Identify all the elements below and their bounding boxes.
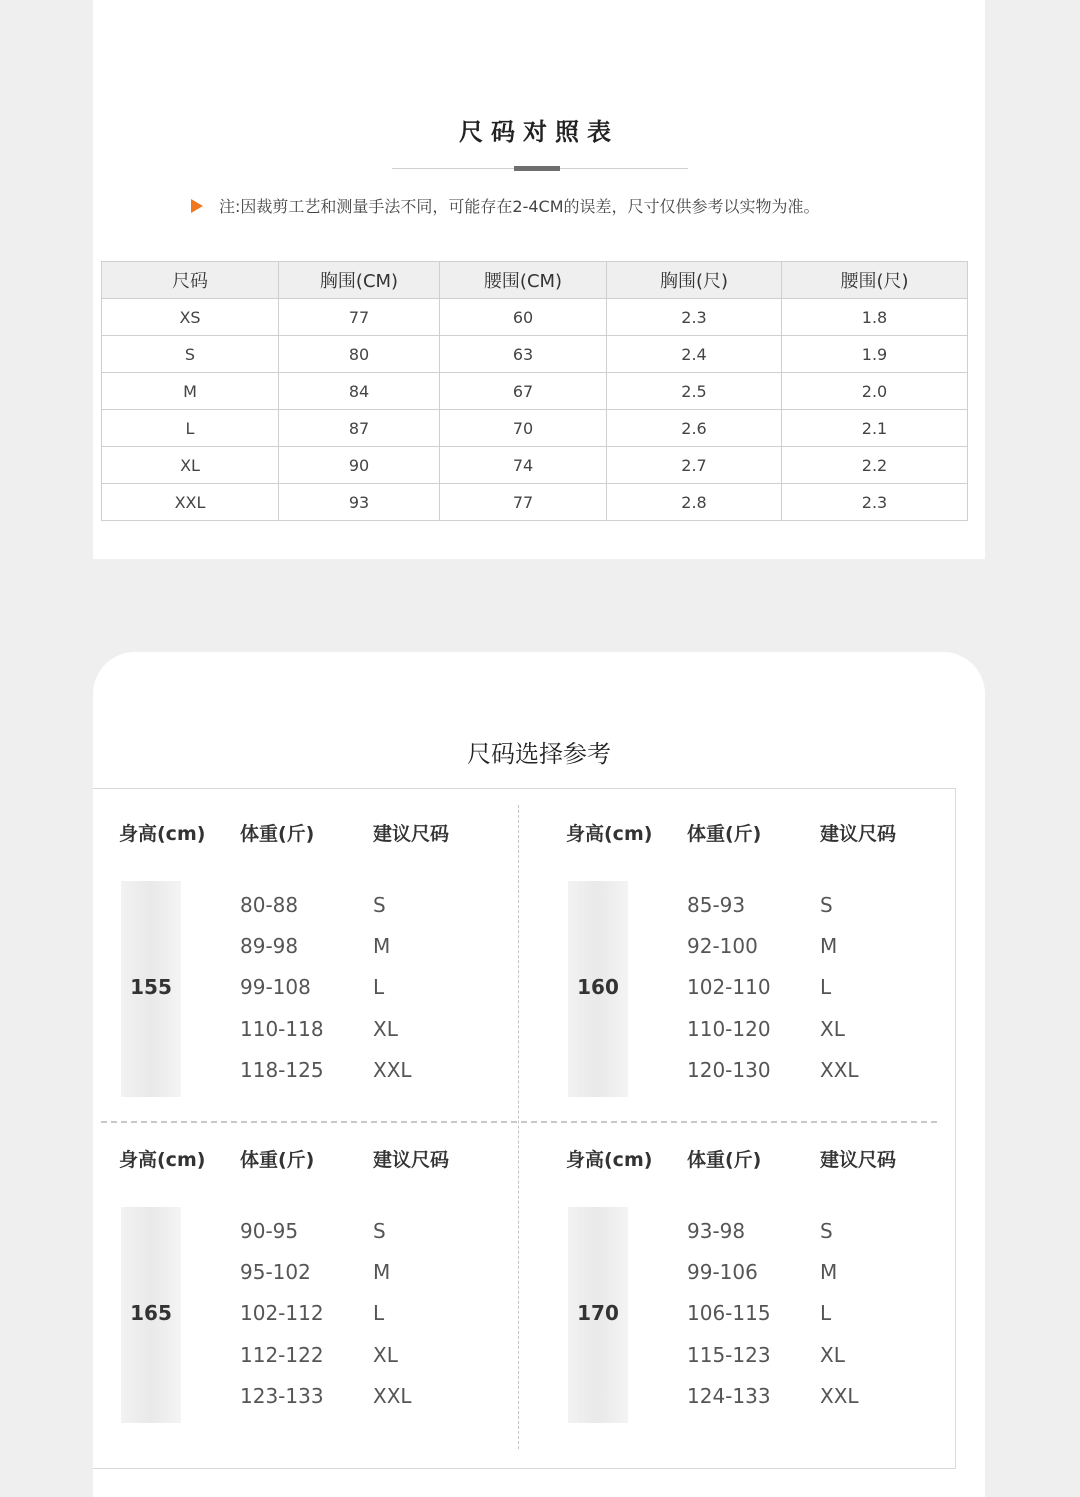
cell-waist-chi: 1.9 [782,336,968,373]
height-header: 身高(cm) [119,1149,206,1171]
cell-waist-cm: 63 [440,336,607,373]
height-group [540,789,940,1099]
cell-chest-cm: 87 [279,410,440,447]
weight-range: 85-93 [687,893,746,917]
weight-header: 体重(斤) [687,823,762,845]
table-header-row [102,262,968,299]
cell-waist-chi: 2.1 [782,410,968,447]
suggested-size: XL [820,1343,845,1367]
size-header: 建议尺码 [820,1149,897,1171]
size-chart-card [93,0,985,559]
suggested-size: L [373,1301,385,1325]
weight-header: 体重(斤) [687,1149,762,1171]
suggested-size: L [373,975,385,999]
height-header: 身高(cm) [119,823,206,845]
title-divider-mark [514,166,560,171]
height-group [540,1115,940,1425]
weight-range: 80-88 [240,893,299,917]
suggested-size: M [820,934,838,958]
cell-size: XS [102,299,279,336]
suggested-size: XXL [820,1058,859,1082]
weight-range: 118-125 [240,1058,324,1082]
weight-range: 124-133 [687,1384,771,1408]
suggested-size: S [820,1219,833,1243]
height-header: 身高(cm) [566,1149,653,1171]
suggested-size: XL [820,1017,845,1041]
suggested-size: XL [373,1017,398,1041]
size-reference-title: 尺码选择参考 [467,740,611,768]
height-value: 170 [577,1301,619,1325]
weight-range: 95-102 [240,1260,311,1284]
suggested-size: XL [373,1343,398,1367]
table-row [102,373,968,410]
cell-waist-chi: 1.8 [782,299,968,336]
height-value: 155 [130,975,172,999]
size-note [191,194,820,217]
suggested-size: S [373,1219,386,1243]
triangle-right-icon [191,199,203,213]
cell-waist-cm: 60 [440,299,607,336]
weight-header: 体重(斤) [240,1149,315,1171]
cell-size: M [102,373,279,410]
table-row [102,447,968,484]
size-header: 建议尺码 [820,823,897,845]
weight-range: 112-122 [240,1343,324,1367]
weight-range: 92-100 [687,934,758,958]
cell-size: XL [102,447,279,484]
height-group [93,1115,493,1425]
weight-range: 120-130 [687,1058,771,1082]
header-waist-cm: 腰围(CM) [440,262,607,299]
weight-range: 110-118 [240,1017,324,1041]
suggested-size: XXL [373,1384,412,1408]
cell-waist-chi: 2.0 [782,373,968,410]
suggested-size: XXL [373,1058,412,1082]
suggested-size: S [820,893,833,917]
weight-range: 93-98 [687,1219,746,1243]
header-waist-chi: 腰围(尺) [782,262,968,299]
suggested-size: XXL [820,1384,859,1408]
size-header: 建议尺码 [373,823,450,845]
header-chest-cm: 胸围(CM) [279,262,440,299]
suggested-size: S [373,893,386,917]
size-chart-title: 尺码对照表 [459,118,619,146]
cell-waist-cm: 70 [440,410,607,447]
size-reference-card [93,652,985,1497]
cell-waist-cm: 67 [440,373,607,410]
height-value: 160 [577,975,619,999]
cell-chest-cm: 93 [279,484,440,521]
table-row [102,484,968,521]
weight-range: 99-106 [687,1260,758,1284]
weight-range: 115-123 [687,1343,771,1367]
suggested-size: M [373,934,391,958]
height-group [93,789,493,1099]
table-row [102,336,968,373]
size-note-text: 注:因裁剪工艺和测量手法不同，可能存在2-4CM的误差，尺寸仅供参考以实物为准。 [219,197,820,216]
cell-chest-chi: 2.5 [607,373,782,410]
cell-waist-cm: 77 [440,484,607,521]
cell-chest-cm: 77 [279,299,440,336]
suggested-size: L [820,975,832,999]
cell-waist-chi: 2.3 [782,484,968,521]
cell-size: XXL [102,484,279,521]
header-chest-chi: 胸围(尺) [607,262,782,299]
cell-size: S [102,336,279,373]
height-header: 身高(cm) [566,823,653,845]
weight-range: 99-108 [240,975,311,999]
cell-chest-cm: 80 [279,336,440,373]
header-size: 尺码 [102,262,279,299]
size-table [101,261,968,521]
weight-range: 110-120 [687,1017,771,1041]
weight-range: 123-133 [240,1384,324,1408]
cell-chest-cm: 90 [279,447,440,484]
size-header: 建议尺码 [373,1149,450,1171]
cell-chest-chi: 2.6 [607,410,782,447]
cell-waist-cm: 74 [440,447,607,484]
weight-range: 106-115 [687,1301,771,1325]
cell-waist-chi: 2.2 [782,447,968,484]
suggested-size: L [820,1301,832,1325]
suggested-size: M [820,1260,838,1284]
vertical-divider [518,805,519,1449]
weight-range: 89-98 [240,934,299,958]
table-row [102,410,968,447]
height-value: 165 [130,1301,172,1325]
weight-header: 体重(斤) [240,823,315,845]
weight-range: 90-95 [240,1219,299,1243]
weight-range: 102-110 [687,975,771,999]
cell-chest-chi: 2.4 [607,336,782,373]
table-row [102,299,968,336]
cell-chest-chi: 2.8 [607,484,782,521]
cell-chest-cm: 84 [279,373,440,410]
cell-chest-chi: 2.3 [607,299,782,336]
size-reference-box [93,788,956,1469]
suggested-size: M [373,1260,391,1284]
weight-range: 102-112 [240,1301,324,1325]
cell-size: L [102,410,279,447]
cell-chest-chi: 2.7 [607,447,782,484]
